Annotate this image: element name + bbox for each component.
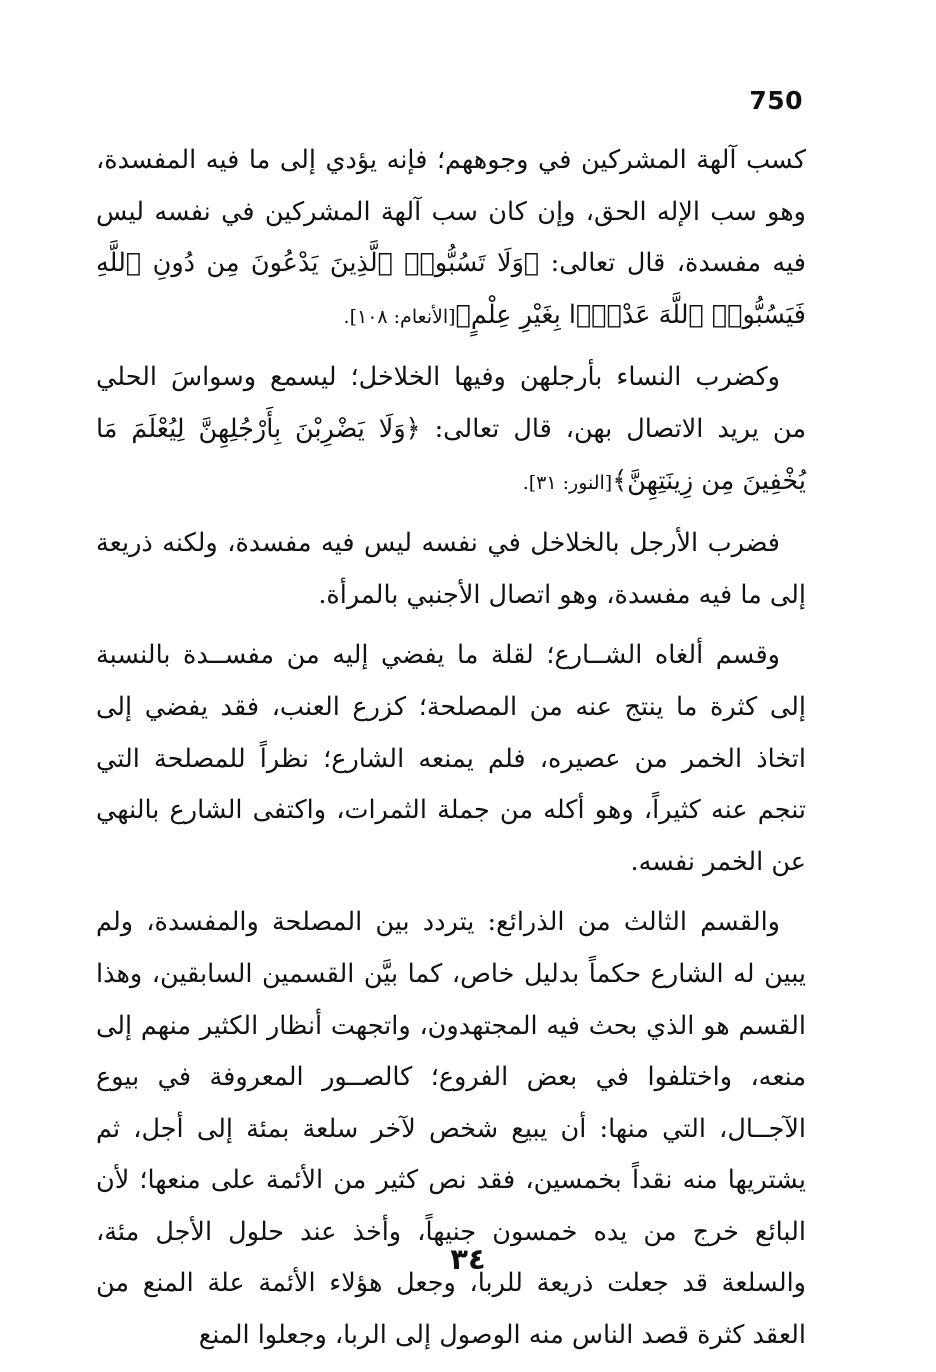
paragraph-2-text: وكضرب النساء بأرجلهن وفيها الخلاخل؛ ليسمع وسواسَ الحلي من يريد الاتصال بهن، قال تعالى: xyxy=(96,362,807,444)
body-text xyxy=(96,135,806,1371)
paragraph-1-text: كسب آلهة المشركين في وجوههم؛ فإنه يؤدي إلى ما فيه المفسدة، وهو سب الإله الحق، وإن كان سب آلهة المشركين في نفسه ليس فيه مفسدة، قال تعالى: xyxy=(96,145,806,279)
paragraph-4-text: وقسم ألغاه الشــارع؛ لقلة ما يفضي إليه من مفســدة بالنسبة إلى كثرة ما ينتج عنه من المصلحة؛ كزرع العنب، فقد يفضي إلى اتخاذ الخمر من عصيره، فلم يمنعه الشارع؛ نظراً للمصلحة التي تنجم عنه كثيراً، وهو أكله من جملة الثمرات، واكتفى الشارع بالنهي عن الخمر نفسه. xyxy=(96,640,806,877)
paragraph-5-text: والقسم الثالث من الذرائع: يتردد بين المصلحة والمفسدة، ولم يبين له الشارع حكماً بدليل خاص، كما بيَّن القسمين السابقين، وهذا القسم هو الذي بحث فيه المجتهدون، واتجهت أنظار الكثير منهم إلى منعه، واختلفوا في بعض الفروع؛ كالصــور المعروفة في بيوع الآجــال، التي منها: أن يبيع شخص لآخر سلعة بمئة إلى أجل، ثم يشتريها منه نقداً بخمسين، فقد نص كثير من الأئمة على منعها؛ لأن البائع خرج من يده خمسون جنيهاً، وأخذ عند حلول الأجل مئة، والسلعة قد جعلت ذريعة للربا، وجعل هؤلاء الأئمة علة المنع من العقد كثرة قصد الناس منه الوصول إلى الربا، وجعلوا المنع xyxy=(96,907,806,1351)
paragraph-4 xyxy=(96,630,806,888)
quran-reference-2: [النور: ٣١]. xyxy=(522,471,613,494)
paragraph-2 xyxy=(96,352,806,509)
footer-page-number: ٣٤ xyxy=(450,1242,486,1276)
quran-reference-1: [الأنعام: ١٠٨]. xyxy=(343,305,456,328)
paragraph-5 xyxy=(96,897,806,1361)
quran-quote-2: ﴿وَلَا يَضْرِبْنَ بِأَرْجُلِهِنَّ لِيُعْلَمَ مَا يُخْفِينَ مِن زِينَتِهِنَّ﴾ xyxy=(96,413,806,496)
paragraph-3 xyxy=(96,518,806,621)
paragraph-1 xyxy=(96,135,806,343)
paragraph-3-text: فضرب الأرجل بالخلاخل في نفسه ليس فيه مفسدة، ولكنه ذريعة إلى ما فيه مفسدة، وهو اتصال الأجنبي بالمرأة. xyxy=(96,528,806,610)
quran-quote-1: ﴿وَلَا تَسُبُّوا۟ ٱلَّذِينَ يَدْعُونَ مِن دُونِ ٱللَّهِ فَيَسُبُّوا۟ ٱللَّهَ عَدْوًۢا بِغَيْرِ عِلْمٍ﴾ xyxy=(96,248,806,330)
header-page-label: 750 xyxy=(749,86,803,115)
